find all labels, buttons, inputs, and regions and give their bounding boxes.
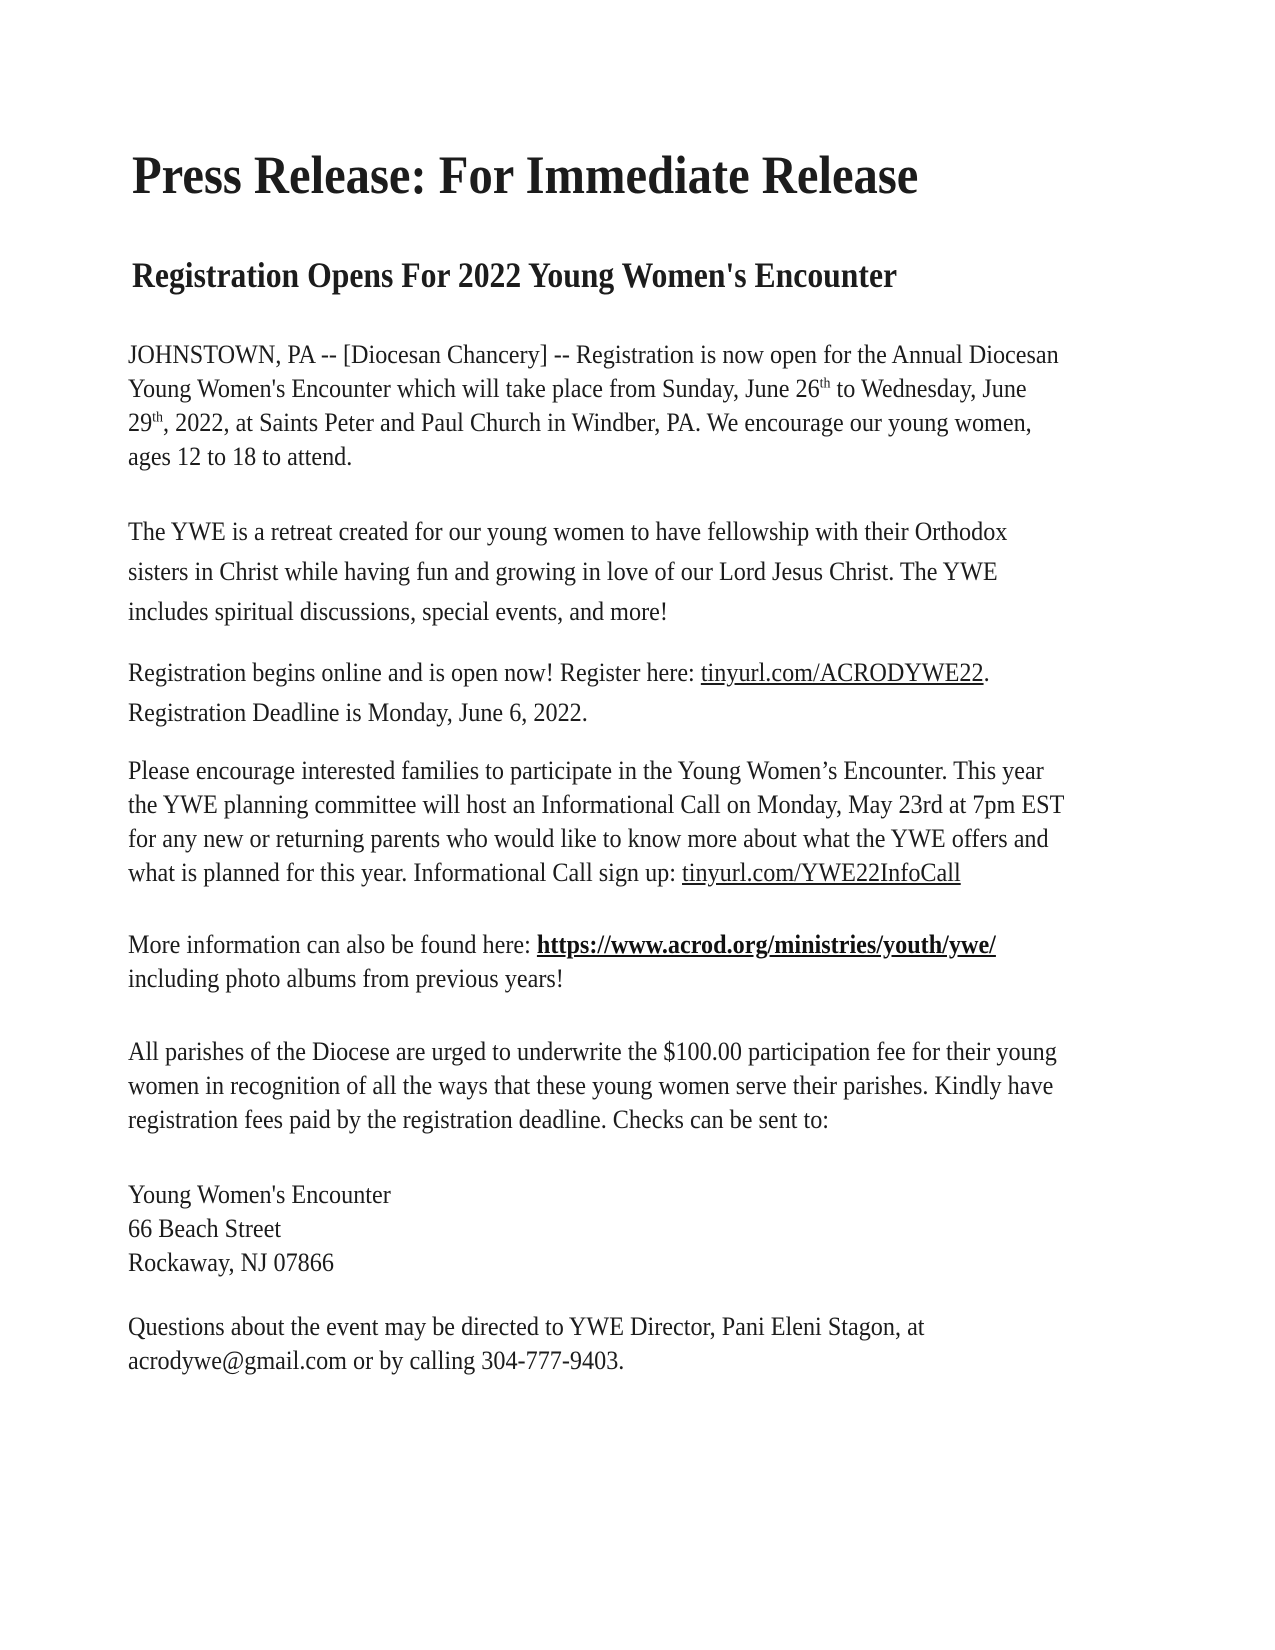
more-info-line-2: including photo albums from previous years! bbox=[128, 964, 564, 993]
registration-text: Registration begins online and is open now! Register here: bbox=[128, 658, 701, 687]
info-call-text: what is planned for this year. Informational Call sign up: bbox=[128, 858, 683, 887]
address-name: Young Women's Encounter bbox=[128, 1180, 391, 1209]
info-call-link[interactable]: tinyurl.com/YWE22InfoCall bbox=[682, 858, 961, 887]
more-info-text: More information can also be found here: bbox=[128, 930, 537, 959]
page-subtitle: Registration Opens For 2022 Young Women's Encounter bbox=[132, 255, 898, 295]
intro-line-2-text: Young Women's Encounter which will take place from Sunday, June 26 bbox=[128, 374, 820, 403]
registration-period: . bbox=[983, 658, 990, 687]
intro-line-1: JOHNSTOWN, PA -- [Diocesan Chancery] -- Registration is now open for the Annual Diocesan bbox=[128, 340, 1059, 369]
info-call-paragraph bbox=[128, 754, 1208, 890]
page-title: Press Release: For Immediate Release bbox=[132, 145, 919, 205]
description-paragraph bbox=[128, 512, 1208, 632]
fee-line-1: All parishes of the Diocese are urged to underwrite the $100.00 participation fee for their young bbox=[128, 1037, 1057, 1066]
intro-line-4: ages 12 to 18 to attend. bbox=[128, 442, 353, 471]
intro-line-3 bbox=[128, 406, 1132, 440]
ywe-website-link[interactable]: https://www.acrod.org/ministries/youth/ywe/ bbox=[536, 930, 996, 959]
intro-paragraph bbox=[128, 338, 1208, 474]
info-call-line-2: the YWE planning committee will host an Informational Call on Monday, May 23rd at 7pm EST bbox=[128, 790, 1065, 819]
fee-line-2: women in recognition of all the ways that these young women serve their parishes. Kindly have bbox=[128, 1071, 1054, 1100]
info-call-line-3: for any new or returning parents who would like to know more about what the YWE offers and bbox=[128, 824, 1049, 853]
registration-paragraph bbox=[128, 653, 1208, 733]
contact-line-2: acrodywe@gmail.com or by calling 304-777-9403. bbox=[128, 1346, 625, 1375]
more-info-paragraph bbox=[128, 928, 1208, 996]
more-info-line-1 bbox=[128, 928, 1132, 962]
contact-line-1: Questions about the event may be directed to YWE Director, Pani Eleni Stagon, at bbox=[128, 1312, 925, 1341]
registration-deadline: Registration Deadline is Monday, June 6, 2022. bbox=[128, 698, 588, 727]
fee-line-3: registration fees paid by the registration deadline. Checks can be sent to: bbox=[128, 1105, 830, 1134]
description-line-3: includes spiritual discussions, special events, and more! bbox=[128, 597, 668, 626]
intro-line-2 bbox=[128, 372, 1132, 406]
description-line-2: sisters in Christ while having fun and growing in love of our Lord Jesus Christ. The YWE bbox=[128, 557, 998, 586]
registration-line-1 bbox=[128, 653, 1132, 693]
fee-paragraph bbox=[128, 1035, 1208, 1137]
info-call-line-1: Please encourage interested families to participate in the Young Women’s Encounter. This year bbox=[128, 756, 1044, 785]
description-line-1: The YWE is a retreat created for our young women to have fellowship with their Orthodox bbox=[128, 517, 1008, 546]
ordinal-suffix: th bbox=[152, 409, 164, 426]
address-street: 66 Beach Street bbox=[128, 1214, 282, 1243]
ordinal-suffix: th bbox=[819, 375, 831, 392]
intro-line-2-end: to Wednesday, June bbox=[830, 374, 1027, 403]
contact-paragraph bbox=[128, 1310, 1208, 1378]
mailing-address bbox=[128, 1178, 1208, 1280]
registration-link[interactable]: tinyurl.com/ACRODYWE22 bbox=[700, 658, 984, 687]
intro-line-3-date: 29 bbox=[128, 408, 153, 437]
address-city: Rockaway, NJ 07866 bbox=[128, 1248, 334, 1277]
info-call-line-4 bbox=[128, 856, 1132, 890]
intro-line-3-text: , 2022, at Saints Peter and Paul Church in Windber, PA. We encourage our young women, bbox=[163, 408, 1032, 437]
